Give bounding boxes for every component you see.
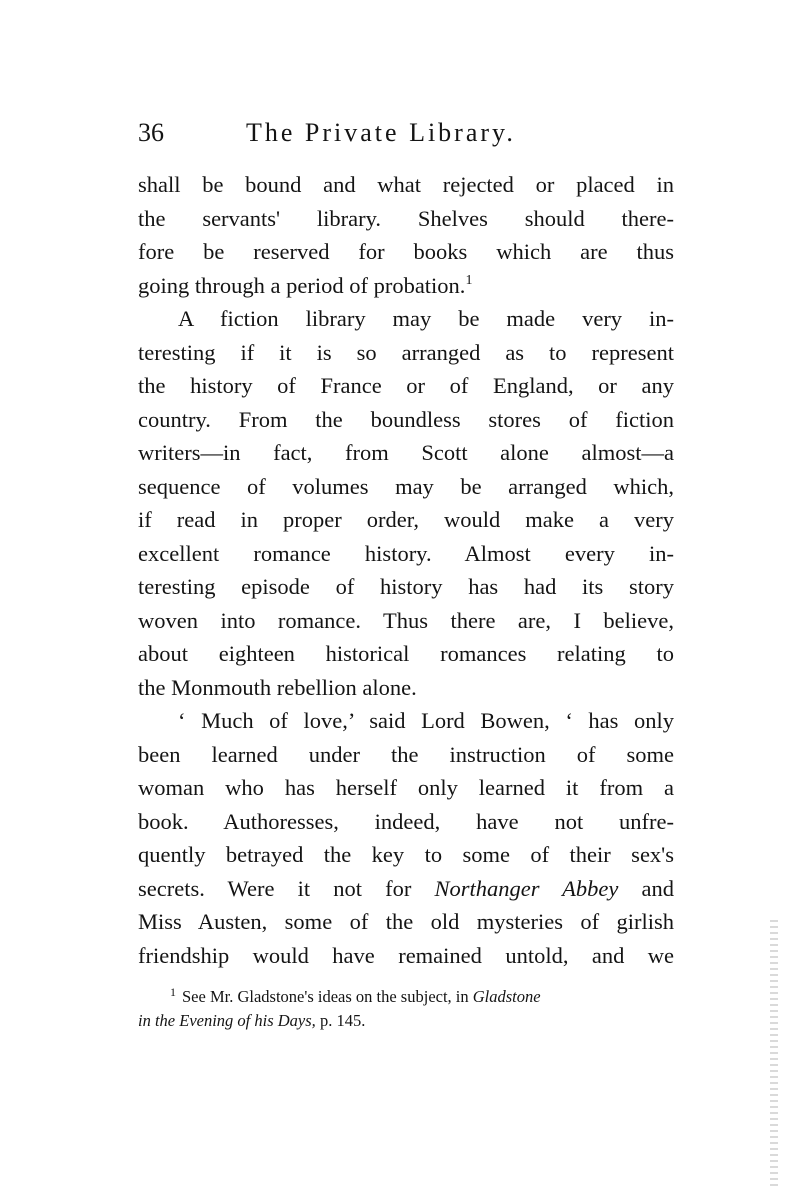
text-line: A fiction library may be made very in- bbox=[178, 306, 674, 331]
text-line: friendship would have remained untold, and we bbox=[138, 942, 674, 968]
text-line: the servants' library. Shelves should there- bbox=[138, 205, 674, 231]
text-line: quently betrayed the key to some of their sex's bbox=[138, 842, 674, 867]
text-line: writers—in fact, from Scott alone almost—a bbox=[138, 440, 674, 465]
footnote-line bbox=[138, 985, 674, 1009]
footnote-text: See Mr. Gladstone's ideas on the subject, in bbox=[182, 987, 469, 1006]
text-line: book. Authoresses, indeed, have not unfre- bbox=[138, 808, 674, 834]
footnote-page-ref: p. 145. bbox=[319, 1011, 366, 1030]
text-line: teresting if it is so arranged as to represent bbox=[138, 339, 674, 365]
text-line: woven into romance. Thus there are, I believe, bbox=[138, 607, 674, 633]
text-line: Miss Austen, some of the old mysteries of girlish bbox=[138, 909, 674, 934]
footnote bbox=[138, 985, 674, 1033]
text-line: fore be reserved for books which are thus bbox=[138, 239, 674, 264]
running-title: The Private Library. bbox=[246, 118, 516, 147]
text-line: if read in proper order, would make a very bbox=[138, 507, 674, 532]
text-line: sequence of volumes may be arranged which, bbox=[138, 473, 674, 499]
text-line bbox=[138, 269, 674, 303]
text-line: ‘ Much of love,’ said Lord Bowen, ‘ has only bbox=[178, 708, 674, 733]
running-head bbox=[138, 118, 618, 158]
text-line: country. From the boundless stores of fiction bbox=[138, 406, 674, 432]
footnote-book-title: in the Evening of his Days, bbox=[138, 1011, 316, 1030]
text-line: the Monmouth rebellion alone. bbox=[138, 674, 417, 700]
text-line bbox=[138, 872, 674, 906]
text-line-content: and bbox=[641, 875, 675, 901]
body-text bbox=[138, 168, 674, 972]
footnote-line bbox=[138, 1009, 674, 1033]
text-line: teresting episode of history has had its story bbox=[138, 574, 674, 599]
text-line: about eighteen historical romances relating to bbox=[138, 641, 674, 666]
page-number: 36 bbox=[138, 118, 164, 147]
text-line: woman who has herself only learned it from a bbox=[138, 775, 674, 800]
text-line: excellent romance history. Almost every in- bbox=[138, 540, 674, 566]
footnote-book-title: Gladstone bbox=[472, 987, 541, 1006]
footnote-mark: 1 bbox=[170, 985, 176, 999]
text-line-content: secrets. Were it not for bbox=[138, 875, 412, 901]
text-line: the history of France or of England, or any bbox=[138, 373, 674, 398]
scan-edge-artifact bbox=[770, 920, 778, 1190]
footnote-reference: 1 bbox=[465, 272, 473, 288]
text-line: shall be bound and what rejected or placed in bbox=[138, 172, 674, 197]
text-line-content: going through a period of probation. bbox=[138, 272, 466, 298]
text-line: been learned under the instruction of some bbox=[138, 741, 674, 767]
book-title-northanger-abbey: Northanger Abbey bbox=[434, 875, 619, 901]
